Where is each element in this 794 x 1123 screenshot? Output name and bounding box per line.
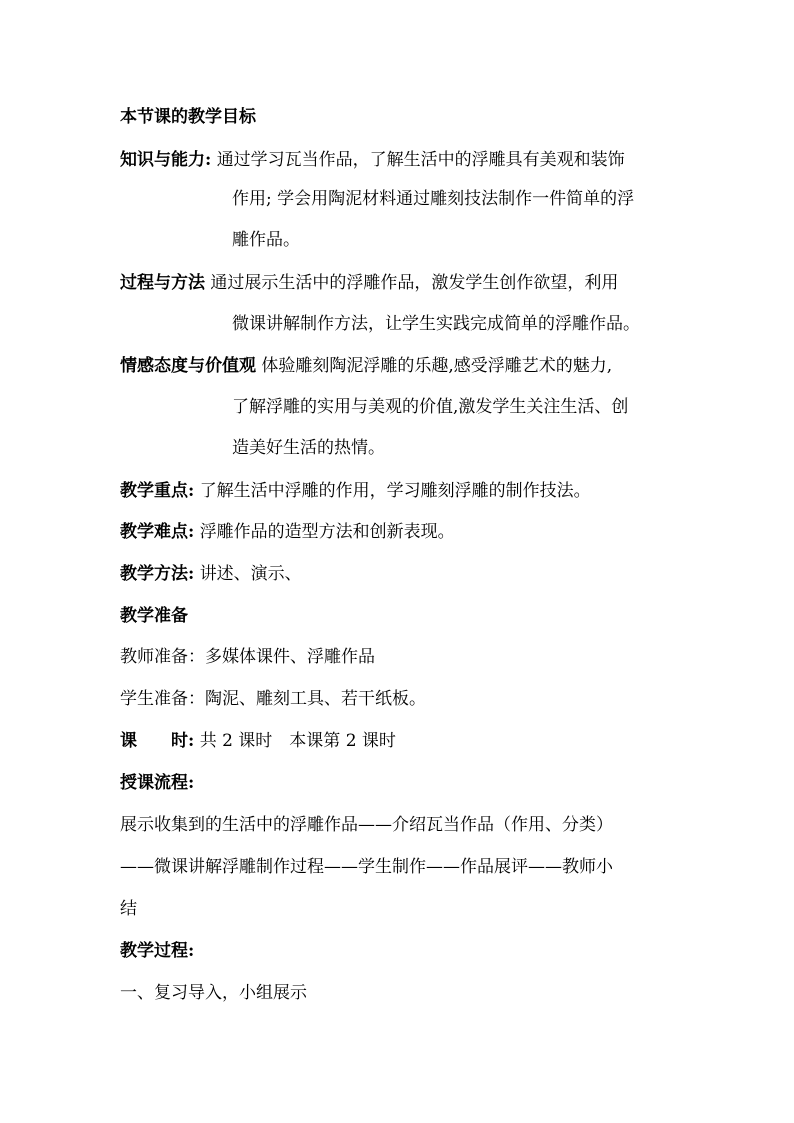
process-text-1: 通过展示生活中的浮雕作品，激发学生创作欲望，利用 xyxy=(210,273,619,293)
flow-line-2: ——微课讲解浮雕制作过程——学生制作——作品展评——教师小 xyxy=(120,857,613,877)
difficulty-line xyxy=(120,521,455,543)
process-label: 过程与方法 xyxy=(120,273,205,293)
flow-line-3: 结 xyxy=(120,899,137,919)
objectives-heading: 本节课的教学目标 xyxy=(120,107,256,127)
hours-label: 课 时: xyxy=(120,731,195,751)
knowledge-label: 知识与能力: xyxy=(120,150,212,170)
knowledge-line-2: 作用; 学会用陶泥材料通过雕刻技法制作一件简单的浮 xyxy=(232,189,635,209)
emotion-line-1 xyxy=(120,355,612,377)
hours-text: 共 2 课时 本课第 2 课时 xyxy=(199,731,396,751)
emotion-label: 情感态度与价值观 xyxy=(120,356,256,376)
knowledge-line-1 xyxy=(120,149,625,171)
focus-label: 教学重点: xyxy=(120,481,195,501)
knowledge-line-3: 雕作品。 xyxy=(232,230,300,250)
difficulty-label: 教学难点: xyxy=(120,522,195,542)
process-line-1 xyxy=(120,272,618,294)
teacher-preparation: 教师准备：多媒体课件、浮雕作品 xyxy=(120,647,375,667)
flow-heading: 授课流程: xyxy=(120,773,195,793)
focus-line xyxy=(120,480,591,502)
knowledge-text-1: 通过学习瓦当作品，了解生活中的浮雕具有美观和装饰 xyxy=(216,150,625,170)
hours-line xyxy=(120,730,396,752)
process-line-2: 微课讲解制作方法，让学生实践完成简单的浮雕作品。 xyxy=(232,314,640,334)
preparation-heading: 教学准备 xyxy=(120,606,188,626)
difficulty-text: 浮雕作品的造型方法和创新表现。 xyxy=(199,522,455,542)
emotion-line-2: 了解浮雕的实用与美观的价值,激发学生关注生活、创 xyxy=(232,397,629,417)
procedure-heading: 教学过程: xyxy=(120,941,195,961)
emotion-line-3: 造美好生活的热情。 xyxy=(232,438,385,458)
procedure-step-1: 一、复习导入，小组展示 xyxy=(120,983,307,1003)
emotion-text-1: 体验雕刻陶泥浮雕的乐趣,感受浮雕艺术的魅力, xyxy=(261,356,613,376)
flow-line-1: 展示收集到的生活中的浮雕作品——介绍瓦当作品（作用、分类） xyxy=(120,815,613,835)
method-text: 讲述、演示、 xyxy=(199,564,302,584)
method-line xyxy=(120,563,302,585)
focus-text: 了解生活中浮雕的作用，学习雕刻浮雕的制作技法。 xyxy=(199,481,591,501)
student-preparation: 学生准备：陶泥、雕刻工具、若干纸板。 xyxy=(120,689,426,709)
method-label: 教学方法: xyxy=(120,564,195,584)
